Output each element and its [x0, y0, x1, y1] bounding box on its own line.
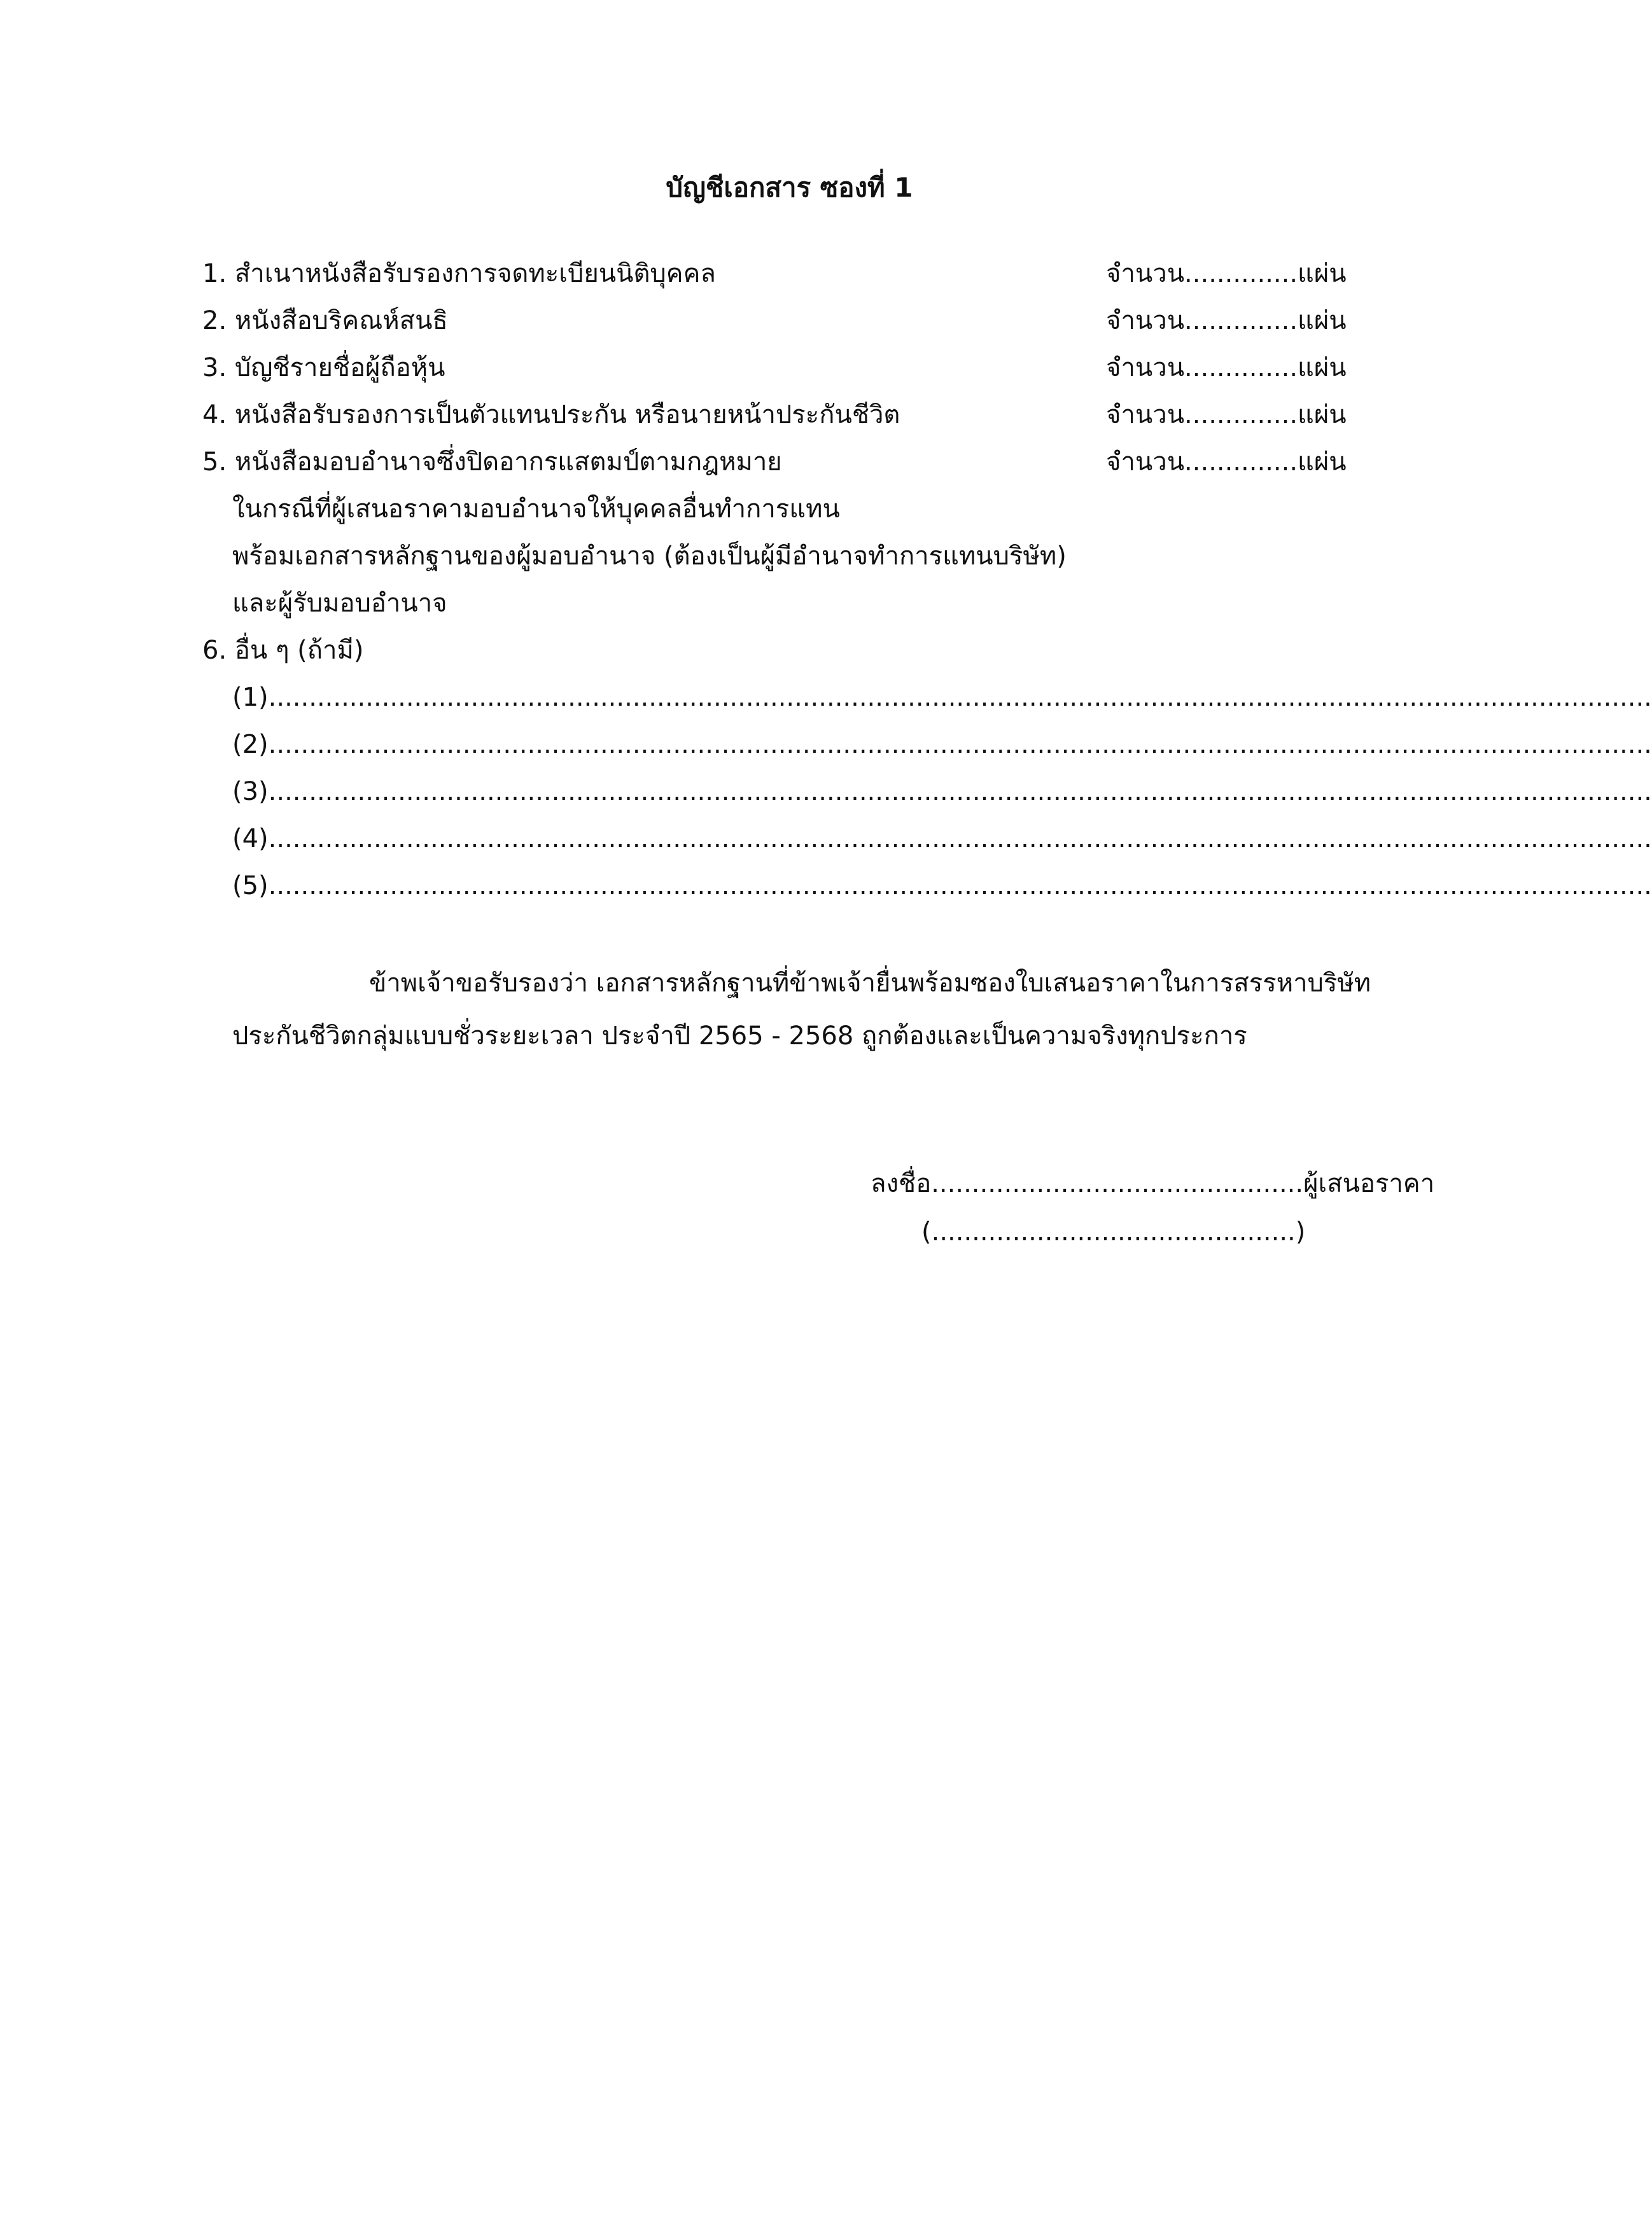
list-item-1-quantity: จำนวน..............แผ่น — [1106, 259, 1347, 288]
list-item-6: 6. อื่น ๆ (ถ้ามี) — [202, 636, 364, 665]
list-item-4: 4. หนังสือรับรองการเป็นตัวแทนประกัน หรือนายหน้าประกันชีวิต — [202, 400, 900, 430]
other-item-line: (5)........................................................................................................................................................................... — [232, 871, 1652, 900]
list-item-2-quantity: จำนวน..............แผ่น — [1106, 306, 1347, 335]
list-item-5-quantity: จำนวน..............แผ่น — [1106, 447, 1347, 477]
list-item-2: 2. หนังสือบริคณห์สนธิ — [202, 306, 448, 335]
certification-line-2: ประกันชีวิตกลุ่มแบบชั่วระยะเวลา ประจำปี 2565 - 2568 ถูกต้องและเป็นความจริงทุกประการ — [232, 1021, 1247, 1051]
list-item-3: 3. บัญชีรายชื่อผู้ถือหุ้น — [202, 353, 445, 382]
signature-line: ลงชื่อ..............................................ผู้เสนอราคา — [871, 1169, 1435, 1198]
signature-name-line: (.............................................) — [921, 1217, 1306, 1247]
list-item-5: 5. หนังสือมอบอำนาจซึ่งปิดอากรแสตมป์ตามกฎหมาย — [202, 447, 782, 477]
other-item-line: (2)........................................................................................................................................................................... — [232, 730, 1652, 759]
list-item-5-detail: ในกรณีที่ผู้เสนอราคามอบอำนาจให้บุคคลอื่นทำการแทน — [232, 494, 840, 524]
list-item-1: 1. สำเนาหนังสือรับรองการจดทะเบียนนิติบุคคล — [202, 259, 716, 288]
other-item-line: (3)........................................................................................................................................................................... — [232, 777, 1652, 806]
list-item-4-quantity: จำนวน..............แผ่น — [1106, 400, 1347, 430]
list-item-5-detail: และผู้รับมอบอำนาจ — [232, 589, 447, 618]
document-title: บัญชีเอกสาร ซองที่ 1 — [666, 172, 913, 203]
list-item-3-quantity: จำนวน..............แผ่น — [1106, 353, 1347, 382]
other-item-line: (1)........................................................................................................................................................................... — [232, 683, 1652, 712]
list-item-5-detail: พร้อมเอกสารหลักฐานของผู้มอบอำนาจ (ต้องเป็นผู้มีอำนาจทำการแทนบริษัท) — [232, 542, 1067, 571]
certification-line-1: ข้าพเจ้าขอรับรองว่า เอกสารหลักฐานที่ข้าพเจ้ายื่นพร้อมซองใบเสนอราคาในการสรรหาบริษัท — [369, 969, 1371, 998]
other-item-line: (4)........................................................................................................................................................................... — [232, 824, 1652, 853]
